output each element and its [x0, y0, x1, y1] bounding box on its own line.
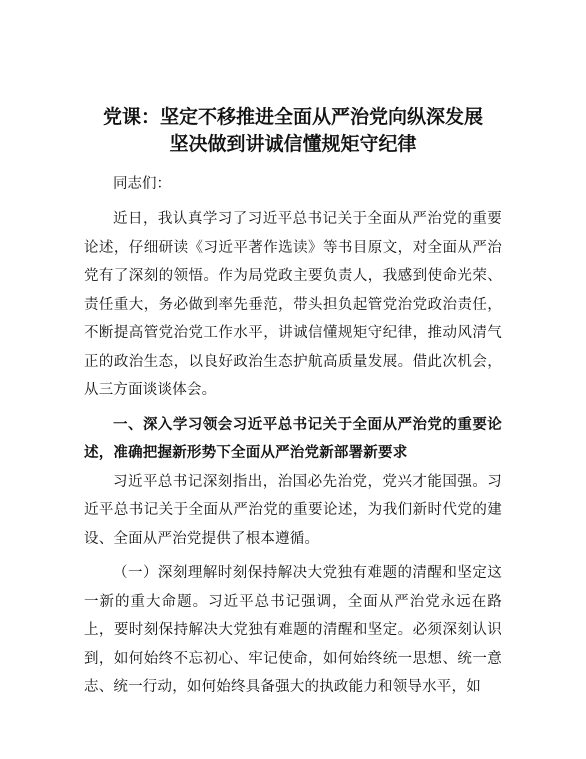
section-heading-1: 一、深入学习领会习近平总书记关于全面从严治党的重要论述，准确把握新形势下全面从严治党新部署新要求: [84, 416, 502, 461]
paragraph-intro: 近日，我认真学习了习近平总书记关于全面从严治党的重要论述，仔细研读《习近平著作选读》等书目原文，对全面从严治党有了深刻的领悟。作为局党政主要负责人，我感到使命光荣、责任重大，务必做到率先垂范，带头担负起管党治党政治责任，不断提高管党治党工作水平，讲诚信懂规矩守纪律，推动风清气正的政治生态，以良好政治生态护航高质量发展。借此次机会，从三方面谈谈体会。: [84, 211, 502, 398]
document-title: [84, 104, 502, 158]
title-line-1: 党课：坚定不移推进全面从严治党向纵深发展: [102, 106, 483, 128]
salutation: 同志们：: [113, 176, 171, 192]
paragraph-section-1-intro: 习近平总书记深刻指出，治国必先治党，党兴才能国强。习近平总书记关于全面从严治党的重要论述，为我们新时代党的建设、全面从严治党提供了根本遵循。: [84, 473, 502, 547]
paragraph-subsection-1: （一）深刻理解时刻保持解决大党独有难题的清醒和坚定这一新的重大命题。习近平总书记强调，全面从严治党永远在路上，要时刻保持解决大党独有难题的清醒和坚定。必须深刻认识到，如何始终不忘初心、牢记使命，如何始终统一思想、统一意志、统一行动，如何始终具备强大的执政能力和领导水平，如: [84, 565, 502, 695]
document-body: [84, 170, 502, 702]
title-line-2: 坚决做到讲诚信懂规矩守纪律: [169, 133, 417, 155]
